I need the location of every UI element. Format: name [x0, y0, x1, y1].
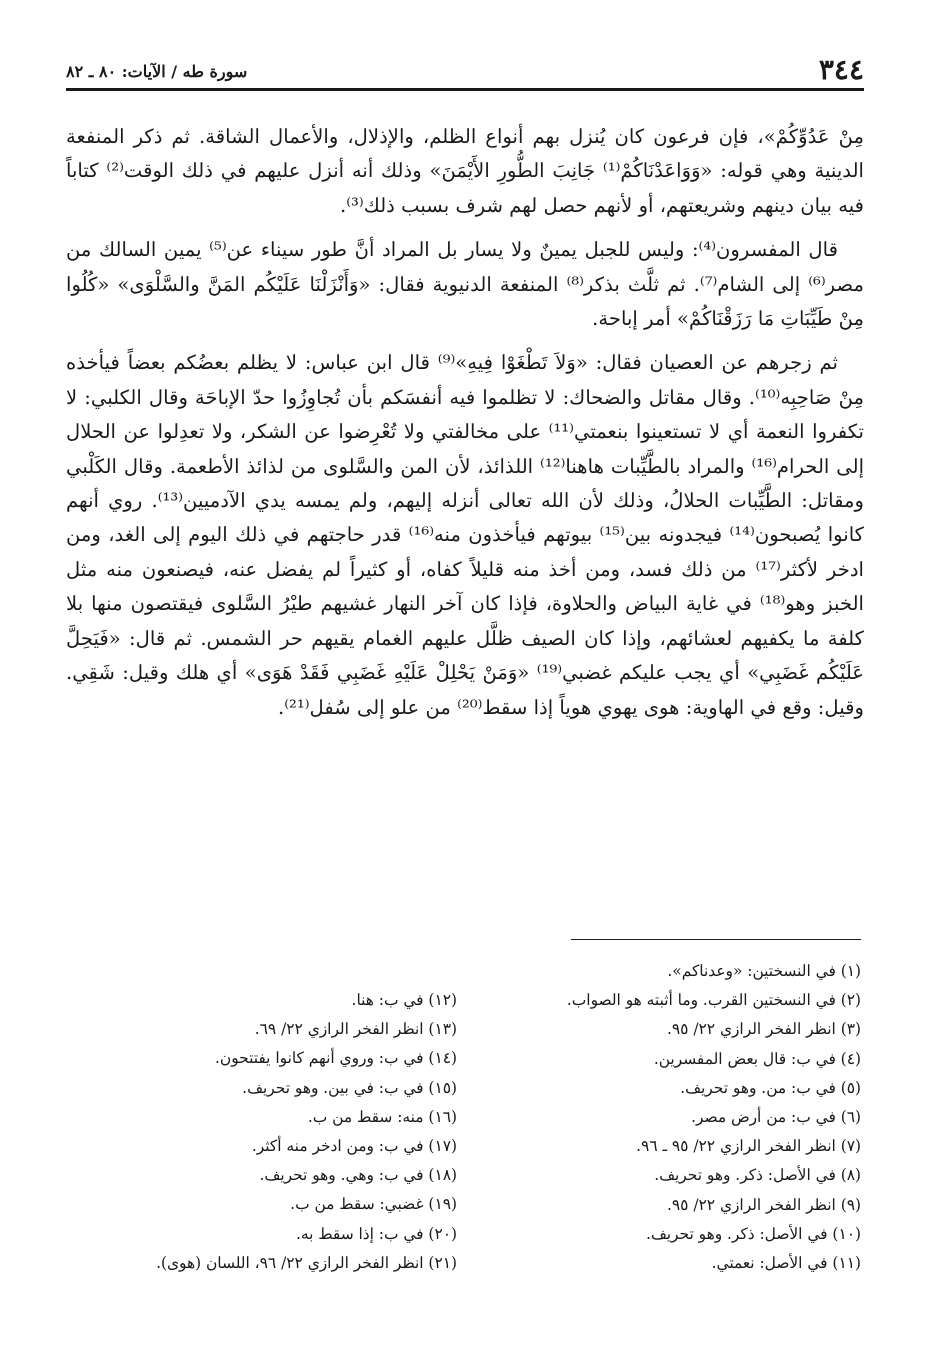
footnote: (١٧) في ب: ومن ادخر منه أكثر. — [251, 1137, 457, 1156]
footnote: (١) في النسختين: «وعدناكم». — [667, 962, 861, 980]
footnote: (١٩) غضبي: سقط من ب. — [290, 1195, 457, 1214]
footnote: (١٣) انظر الفخر الرازي ٢٢/ ٦٩. — [254, 1020, 457, 1039]
paragraph: مِنْ عَدُوِّكُمْ»، فإن فرعون كان يُنزل بهم أنواع الظلم، والإذلال، والأعمال الشاقة. ثم ذكر المنفعة الدينية وهي قوله: «وَوَاعَدْنَاكُمْ⁽¹⁾ جَانِبَ الطُّورِ الأَيْمَنَ» وذلك أنه أنزل عليهم في ذلك الوقت⁽²⁾ كتاباً فيه بيان دينهم وشريعتهم، أو لأنهم حصل لهم شرف بسبب ذلك⁽³⁾. — [66, 125, 864, 217]
footnote: (٥) في ب: من. وهو تحريف. — [680, 1078, 861, 1097]
footnote-separator — [571, 939, 861, 940]
footnote: (١١) في الأصل: نعمتي. — [711, 1254, 861, 1273]
paragraph: ثم زجرهم عن العصيان فقال: «وَلاَ تَطْغَوْا فِيهِ»⁽⁹⁾ قال ابن عباس: لا يظلم بعضُكم بعضاً فيأخذه مِنْ صَاحِبِه⁽¹⁰⁾. وقال مقاتل والضحاك: لا تظلموا فيه أنفسَكم بأن تُجاوِزُوا حدّ الإباحَة وقال الكلبي: لا تكفروا النعمة أي لا تستعينوا بنعمتي⁽¹¹⁾ على مخالفتي ولا تُعْرِضوا عن الشكر، ولا تعدِلوا عن الحلال إلى الحرام⁽¹⁶⁾ والمراد بالطَّيِّبات هاهنا⁽¹²⁾ اللذائذ، لأن المن والسَّلوى من لذائذ الأطعمة. وقال الكَلْبي ومقاتل: الطَّيِّبات الحلالُ، وذلك لأن الله تعالى أنزله إليهم، ولم يمسه يدي الآدميين⁽¹³⁾. روي أنهم كانوا يُصبحون⁽¹⁴⁾ فيجدونه بين⁽¹⁵⁾ بيوتهم فيأخذون منه⁽¹⁶⁾ قدر حاجتهم في ذلك اليوم إلى الغد، ومن ادخر لأكثر⁽¹⁷⁾ من ذلك فسد، ومن أخذ منه قليلاً كفاه، أو كثيراً لم يفضل عنه، فيصنعون منه مثل الخبز وهو⁽¹⁸⁾ في غاية البياض والحلاوة، فإذا كان آخر النهار غشيهم طيْرُ السَّلوى فيقتصون منها بلا كلفة ما يكفيهم لعشائهم، وإذا كان الصيف ظلَّل عليهم الغمام يقيهم حر الشمس. ثم قال: «فَيَحِلَّ عَلَيْكُم غَضَبِي» أي يجب عليكم غضبي⁽¹⁹⁾ «وَمَنْ يَحْلِلْ عَلَيْهِ غَضَبِي فَقَدْ هَوَى» أي هلك وقيل: شَقِي. وقيل: وقع في الهاوية: هوى يهوي هوياً إذا سقط⁽²⁰⁾ من علو إلى سُفل⁽²¹⁾. — [66, 351, 865, 719]
main-text — [66, 120, 864, 725]
footnote: (٨) في الأصل: ذكر. وهو تحريف. — [654, 1166, 861, 1185]
footnote: (١٨) في ب: وهي. وهو تحريف. — [259, 1166, 457, 1185]
footnote: (١٢) في ب: هنا. — [351, 991, 457, 1009]
running-title: سورة طه / الآيات: ٨٠ ـ ٨٢ — [66, 62, 248, 81]
page-header — [66, 52, 864, 91]
footnote: (١٤) في ب: وروي أنهم كانوا يفتتحون. — [215, 1049, 457, 1068]
footnote: (٢) في النسختين القرب. وما أثبته هو الصواب. — [566, 991, 861, 1010]
footnote: (٣) انظر الفخر الرازي ٢٢/ ٩٥. — [666, 1020, 861, 1039]
footnote: (١٦) منه: سقط من ب. — [307, 1107, 457, 1126]
footnote: (٢١) انظر الفخر الرازي ٢٢/ ٩٦، اللسان (هوى). — [156, 1253, 457, 1272]
footnote: (١٠) في الأصل: ذكر. وهو تحريف. — [645, 1224, 861, 1243]
footnote: (١٥) في ب: في بين. وهو تحريف. — [242, 1078, 457, 1097]
footnote: (٩) انظر الفخر الرازي ٢٢/ ٩٥. — [666, 1195, 861, 1214]
page-number: ٣٤٤ — [818, 53, 864, 86]
paragraph: قال المفسرون⁽⁴⁾: وليس للجبل يمينٌ ولا يسار بل المراد أنَّ طور سيناء عن⁽⁵⁾ يمين السالك من مصر⁽⁶⁾ إلى الشام⁽⁷⁾. ثم ثلَّث بذكر⁽⁸⁾ المنفعة الدنيوية فقال: «وَأَنْزَلْنَا عَلَيْكُم المَنَّ والسَّلْوَى» «كُلُوا مِنْ طَيِّبَاتِ مَا رَزَقْنَاكُمْ» أمر إباحة. — [66, 238, 864, 331]
footnote: (٤) في ب: قال بعض المفسرين. — [653, 1049, 861, 1068]
footnote: (٢٠) في ب: إذا سقط به. — [295, 1224, 457, 1243]
footnote: (٧) انظر الفخر الرازي ٢٢/ ٩٥ ـ ٩٦. — [636, 1137, 861, 1156]
footnotes-left-column — [97, 986, 457, 1278]
footnotes-right-column — [521, 957, 861, 1278]
footnote: (٦) في ب: من أرض مصر. — [691, 1108, 861, 1127]
